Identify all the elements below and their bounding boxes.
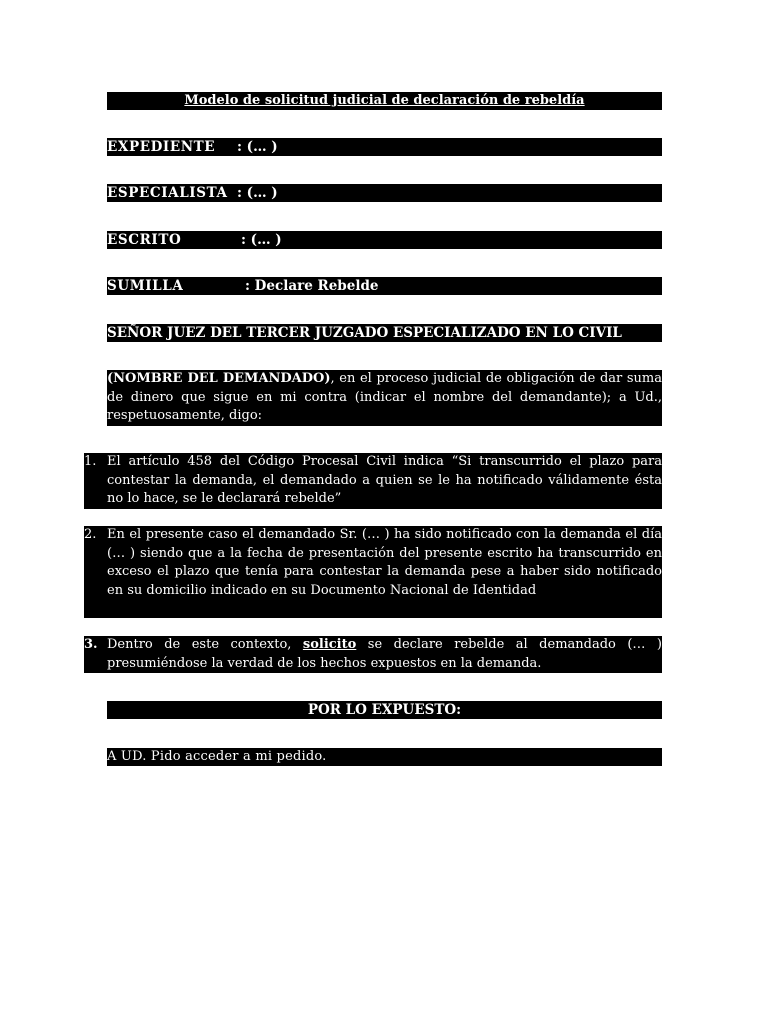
point-2 <box>84 526 662 618</box>
field-sumilla <box>107 277 662 295</box>
defendant-name: (NOMBRE DEL DEMANDADO) <box>107 371 331 386</box>
point-emphasis: solicito <box>302 637 357 652</box>
point-number: 2. <box>84 527 97 542</box>
field-value: : Declare Rebelde <box>245 278 379 294</box>
point-text: En el presente caso el demandado Sr. (… ) ha sido notificado con la demanda el día (… ) siendo que a la fecha de presentación del presente escrito ha transcurrido en exceso el plazo que tenía para contestar la demanda pese a haber sido notificado en su domicilio indicado en su Documento Nacional de Identidad <box>107 527 662 598</box>
field-value: : (… ) <box>237 139 278 155</box>
point-number: 3. <box>84 637 98 652</box>
point-number: 1. <box>84 454 97 469</box>
field-value: : (… ) <box>241 232 282 248</box>
closing-heading: POR LO EXPUESTO: <box>107 701 662 719</box>
field-label: SUMILLA <box>107 278 184 294</box>
field-expediente <box>107 138 662 156</box>
intro-paragraph <box>107 370 662 426</box>
point-1 <box>84 453 662 509</box>
document-title: Modelo de solicitud judicial de declaración de rebeldía <box>107 92 662 110</box>
point-text-after: se declare rebelde al demandado (… ) presumiéndose la verdad de los hechos expuestos en la demanda. <box>107 637 662 671</box>
field-especialista <box>107 184 662 202</box>
point-text: El artículo 458 del Código Procesal Civil indica “Si transcurrido el plazo para contestar la demanda, el demandado a quien se le ha notificado válidamente ésta no lo hace, se le declarará rebelde” <box>107 454 662 506</box>
field-escrito <box>107 231 662 249</box>
intro-text: , en el proceso judicial de obligación de dar suma de dinero que sigue en mi contra (indicar el nombre del demandante); a Ud., respetuosamente, digo: <box>107 371 662 423</box>
field-value: : (… ) <box>237 185 278 201</box>
field-label: ESCRITO <box>107 232 182 248</box>
point-3 <box>84 636 662 673</box>
point-text-before: Dentro de este contexto, <box>107 637 303 652</box>
field-label: ESPECIALISTA <box>107 185 228 201</box>
field-label: EXPEDIENTE <box>107 139 216 155</box>
closing-text: A UD. Pido acceder a mi pedido. <box>107 748 662 766</box>
addressee: SEÑOR JUEZ DEL TERCER JUZGADO ESPECIALIZADO EN LO CIVIL <box>107 324 662 342</box>
